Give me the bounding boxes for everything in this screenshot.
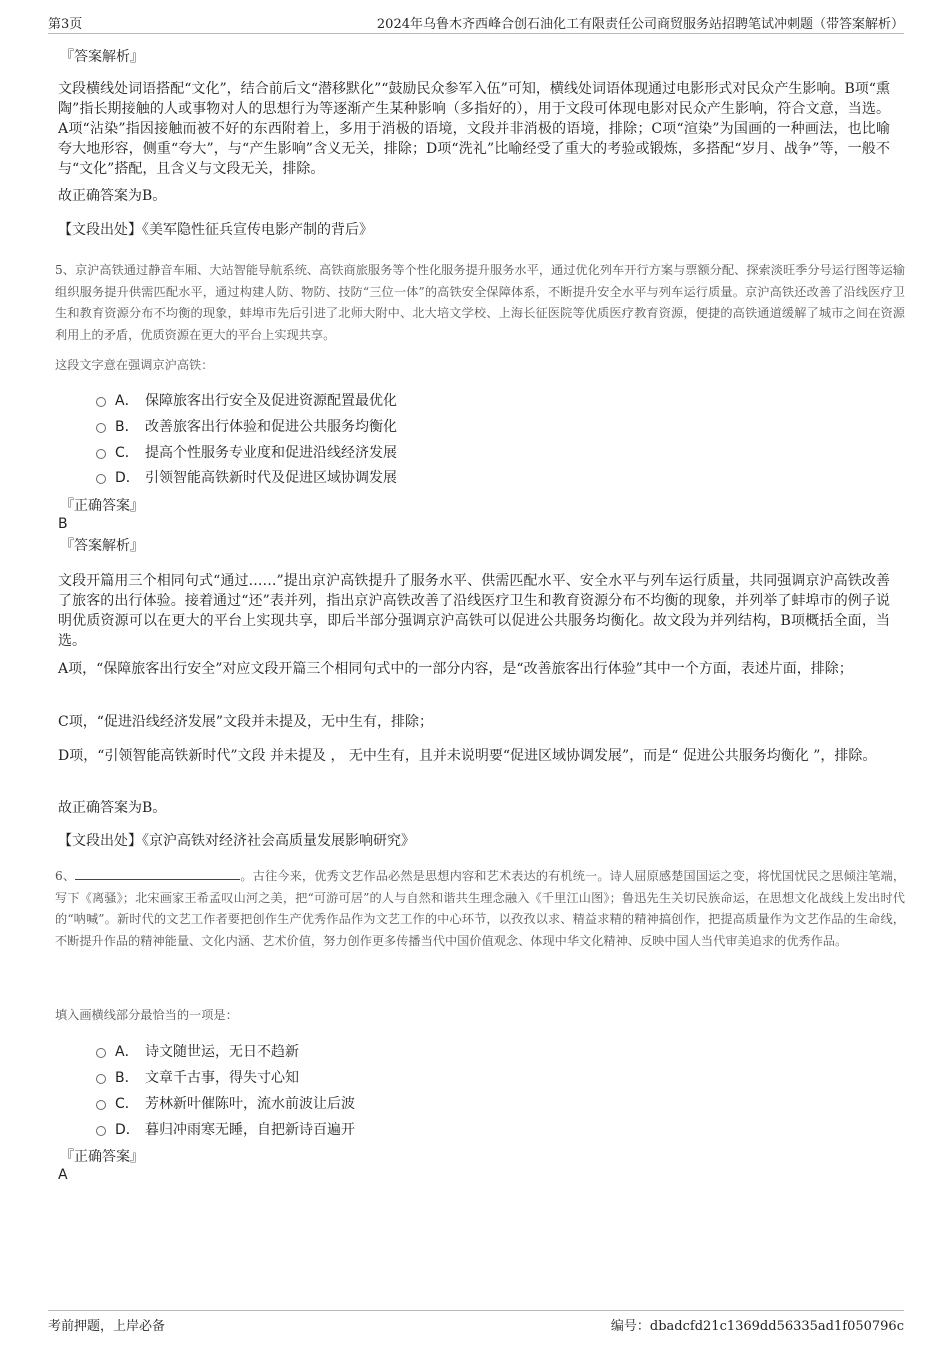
conclusion: 故正确答案为B。 bbox=[58, 188, 167, 204]
document-title: 2024年乌鲁木齐西峰合创石油化工有限责任公司商贸服务站招聘笔试冲刺题（带答案解析） bbox=[376, 17, 904, 32]
option-key: B． bbox=[115, 1070, 139, 1086]
question-body: 。古往今来，优秀文艺作品必然是思想内容和艺术表达的有机统一。诗人屈原感楚国国运之变，将忧国忧民之思倾注笔端，写下《离骚》；北宋画家王希孟叹山河之美，把“可游可居”的人与自然和谐共生理念融入《千里江山图》；鲁迅先生关切民族命运，在思想文化战线上发出时代的“呐喊”。新时代的文艺工作者要把创作生产优秀作品作为文艺工作的中心环节，以孜孜以求、精益求精的精神搞创作，把提高质量作为文艺作品的生命线，不断提升作品的精神能量、文化内涵、艺术价值，努力创作更多传播当代中国价值观念、体现中华文化精神、反映中国人当代审美追求的优秀作品。 bbox=[55, 869, 906, 948]
correct-answer-label: 『正确答案』 bbox=[60, 498, 144, 514]
analysis-paragraph-4: D项，“引领智能高铁新时代”文段 并未提及 ， 无中生有，且并未说明要“促进区域协调发展”，而是“ 促进公共服务均衡化 ”，排除。 bbox=[58, 748, 877, 764]
option-key: D． bbox=[115, 470, 140, 486]
correct-answer: B bbox=[58, 516, 68, 532]
radio-icon[interactable] bbox=[96, 423, 106, 433]
footer-slogan: 考前押题，上岸必备 bbox=[48, 1319, 166, 1334]
question-5-text: 5、京沪高铁通过静音车厢、大站智能导航系统、高铁商旅服务等个性化服务提升服务水平，通过优化列车开行方案与票额分配、探索淡旺季分号运行图等运输组织服务提升供需匹配水平，通过构建人防、物防、技防“三位一体”的高铁安全保障体系，不断提升安全水平与列车运行质量。京沪高铁还改善了沿线医疗卫生和教育资源分布不均衡的现象，蚌埠市先后引进了北师大附中、北大培文学校、上海长征医院等优质医疗教育资源，便捷的高铁通道缓解了城市之间在资源利用上的矛盾，优质资源在更大的平台上实现共享。 bbox=[55, 263, 905, 342]
radio-icon[interactable] bbox=[96, 397, 106, 407]
option-text: 文章千古事，得失寸心知 bbox=[145, 1070, 299, 1086]
page-footer bbox=[48, 1310, 904, 1335]
source-line bbox=[58, 220, 890, 240]
fill-blank bbox=[75, 867, 240, 880]
page-header bbox=[48, 11, 904, 34]
source-label: 【文段出处】 bbox=[58, 833, 142, 849]
analysis-label: 『答案解析』 bbox=[60, 538, 144, 554]
option-text: 提高个性服务专业度和促进沿线经济发展 bbox=[145, 445, 397, 461]
analysis-text: 文段横线处词语搭配“文化”，结合前后文“潜移默化”“鼓励民众参军入伍”可知，横线处词语体现通过电影形式对民众产生影响。B项“熏陶”指长期接触的人或事物对人的思想行为等逐渐产生某种影响（多指好的），用于文段可体现电影对民众产生影响，符合文意，当选。A项“沾染”指因接触而被不好的东西附着上，多用于消极的语境，文段并非消极的语境，排除；C项“渲染”为国画的一种画法，也比喻夸大地形容，侧重“夸大”，与“产生影响”含义无关，排除；D项“洗礼”比喻经受了重大的考验或锻炼，多搭配“岁月、战争”等，一般不与“文化”搭配，且含义与文段无关，排除。 bbox=[58, 81, 890, 177]
radio-icon[interactable] bbox=[96, 1074, 106, 1084]
option-key: B． bbox=[115, 419, 139, 435]
radio-icon[interactable] bbox=[96, 449, 106, 459]
option-key: D． bbox=[115, 1122, 140, 1138]
option-text: 保障旅客出行安全及促进资源配置最优化 bbox=[145, 393, 397, 409]
correct-answer: A bbox=[58, 1167, 68, 1183]
radio-icon[interactable] bbox=[96, 1126, 106, 1136]
option-text: 引领智能高铁新时代及促进区域协调发展 bbox=[145, 470, 397, 486]
option-key: C． bbox=[115, 445, 139, 461]
source-line bbox=[58, 831, 890, 851]
option-key: C． bbox=[115, 1096, 139, 1112]
analysis-paragraph-3: C项，“促进沿线经济发展”文段并未提及，无中生有，排除； bbox=[58, 714, 434, 730]
source-title: 《京沪高铁对经济社会高质量发展影响研究》 bbox=[142, 833, 415, 849]
question-5-prompt: 这段文字意在强调京沪高铁： bbox=[55, 358, 214, 372]
question-6-prompt: 填入画横线部分最恰当的一项是： bbox=[55, 1008, 238, 1022]
page-number: 第3页 bbox=[48, 17, 83, 32]
question-number: 6、 bbox=[55, 869, 76, 883]
option-text: 诗文随世运，无日不趋新 bbox=[145, 1044, 299, 1060]
analysis-label: 『答案解析』 bbox=[60, 49, 144, 65]
source-label: 【文段出处】 bbox=[58, 222, 142, 238]
document-id: 编号：dbadcfd21c1369dd56335ad1f050796c bbox=[610, 1319, 904, 1334]
source-title: 《美军隐性征兵宣传电影产制的背后》 bbox=[142, 222, 373, 238]
option-key: A． bbox=[115, 1044, 139, 1060]
radio-icon[interactable] bbox=[96, 474, 106, 484]
radio-icon[interactable] bbox=[96, 1048, 106, 1058]
option-text: 改善旅客出行体验和促进公共服务均衡化 bbox=[145, 419, 397, 435]
conclusion: 故正确答案为B。 bbox=[58, 800, 167, 816]
analysis-paragraph-1: 文段开篇用三个相同句式“通过……”提出京沪高铁提升了服务水平、供需匹配水平、安全水平与列车运行质量，共同强调京沪高铁改善了旅客的出行体验。接着通过“还”表并列，指出京沪高铁改善了沿线医疗卫生和教育资源分布不均衡的现象，并列举了蚌埠市的例子说明优质资源可以在更大的平台上实现共享，即后半部分强调京沪高铁可以促进公共服务均衡化。故文段为并列结构，B项概括全面，当选。 bbox=[58, 573, 890, 649]
option-text: 芳林新叶催陈叶，流水前波让后波 bbox=[145, 1096, 355, 1112]
radio-icon[interactable] bbox=[96, 1100, 106, 1110]
question-6-text bbox=[55, 866, 905, 952]
option-text: 暮归冲雨寒无睡，自把新诗百遍开 bbox=[145, 1122, 355, 1138]
option-key: A． bbox=[115, 393, 139, 409]
analysis-paragraph-2: A项，“保障旅客出行安全”对应文段开篇三个相同句式中的一部分内容，是“改善旅客出行体验”其中一个方面，表述片面，排除； bbox=[58, 661, 853, 677]
correct-answer-label: 『正确答案』 bbox=[60, 1149, 144, 1165]
